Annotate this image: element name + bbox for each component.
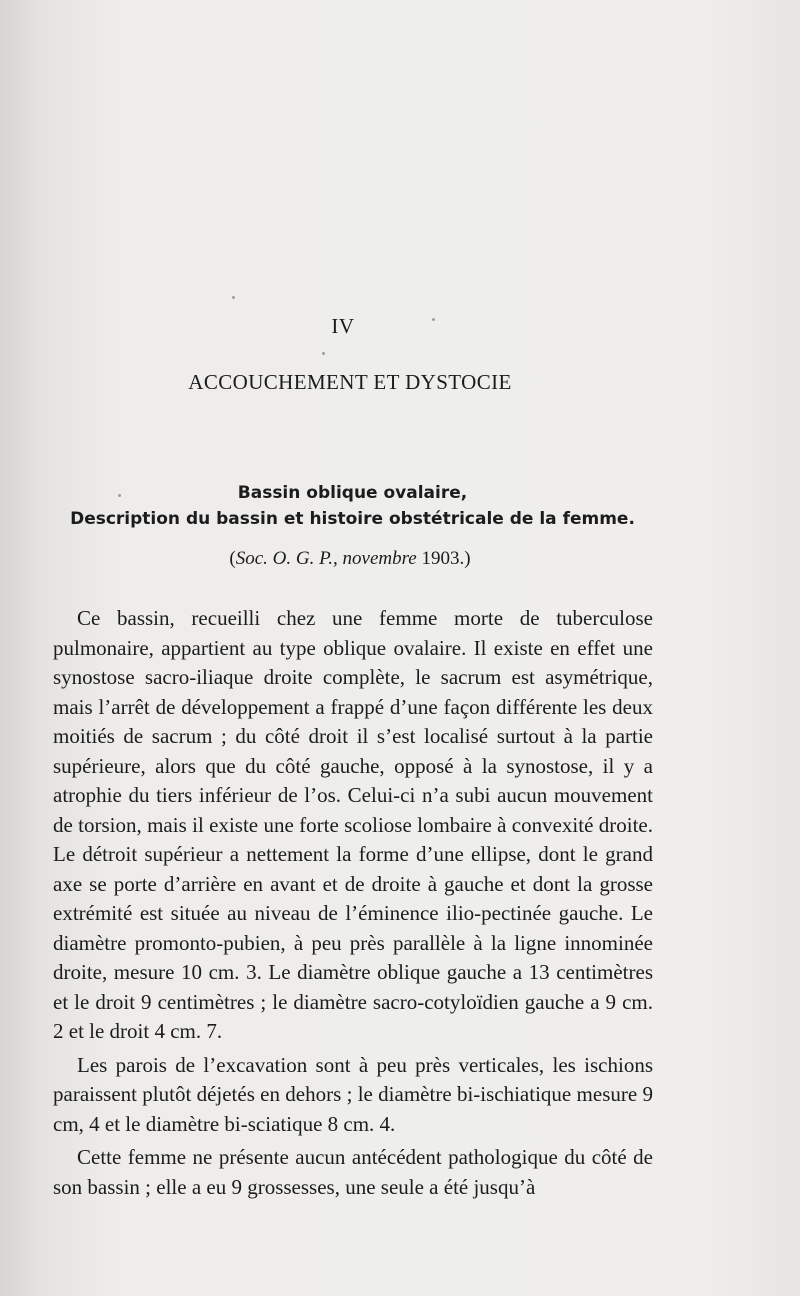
article-title-line-1: Bassin oblique ovalaire,	[237, 483, 468, 503]
source-year: 1903.)	[416, 548, 471, 569]
print-speck	[322, 352, 325, 355]
source-journal: Soc. O. G. P., novembre	[235, 548, 417, 569]
chapter-number: IV	[331, 314, 355, 338]
article-title	[40, 480, 665, 532]
paragraph-1: Ce bassin, recueilli chez une femme morte de tuberculose pulmonaire, appartient au type oblique ovalaire. Il existe en effet une synostose sacro-iliaque droite complète, le sacrum est asymétrique, mais l’arrêt de développement a frappé d’une façon différente les deux moitiés de sacrum ; du côté droit il s’est localisé surtout à la partie supérieure, alors que du côté gauche, opposé à la synostose, il y a atrophie du tiers inférieur de l’os. Celui-ci n’a subi aucun mouvement de torsion, mais il existe une forte scoliose lombaire à convexité droite. Le détroit supérieur a nettement la forme d’une ellipse, dont le grand axe se porte d’arrière en avant et de droite à gauche et dont la grosse extrémité est située au niveau de l’éminence ilio-pectinée gauche. Le diamètre promonto-pubien, à peu près parallèle à la ligne innominée droite, mesure 10 cm. 3. Le diamètre oblique gauche a 13 centimètres et le droit 9 centimètres ; le diamètre sacro-cotyloïdien gauche a 9 cm. 2 et le droit 4 cm. 7.	[53, 606, 653, 1043]
body-text	[53, 604, 653, 1202]
print-speck	[232, 296, 235, 299]
article-title-line-2: Description du bassin et histoire obstétricale de la femme.	[70, 509, 635, 529]
paragraph-2: Les parois de l’excavation sont à peu près verticales, les ischions paraissent plutôt déjetés en dehors ; le diamètre bi-ischiatique mesure 9 cm, 4 et le diamètre bi-sciatique 8 cm. 4.	[53, 1052, 653, 1136]
chapter-title: ACCOUCHEMENT ET DYSTOCIE	[188, 370, 512, 394]
source-paren: (	[229, 548, 236, 569]
source-citation	[0, 548, 700, 570]
paragraph-3: Cette femme ne présente aucun antécédent pathologique du côté de son bassin ; elle a eu 9 grossesses, une seule a été jusqu’à	[53, 1145, 653, 1199]
